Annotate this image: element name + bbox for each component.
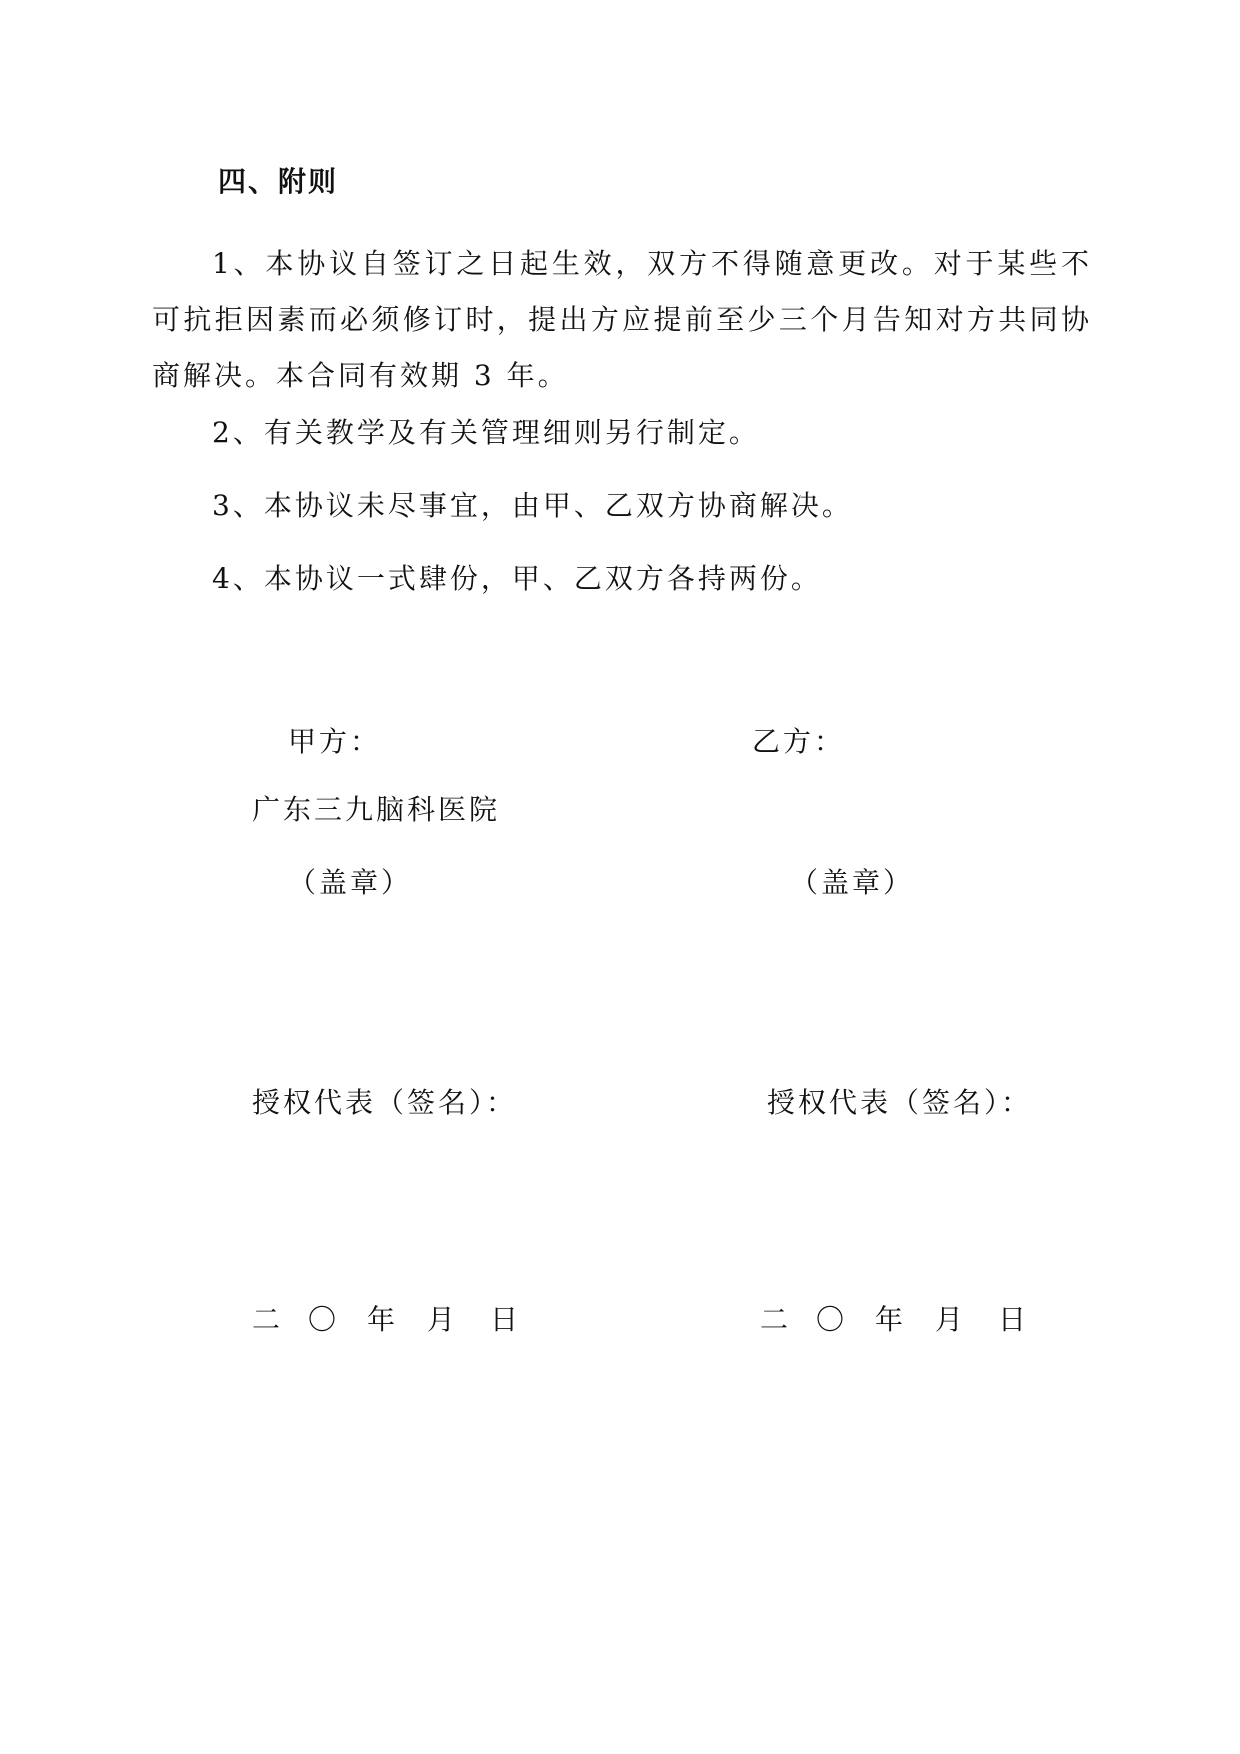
party-a-label: 甲方：: [288, 725, 382, 758]
party-a-representative: 授权代表（签名）：: [252, 1086, 518, 1119]
date-year: 年: [875, 1303, 904, 1336]
section-heading: 四、附则: [218, 165, 339, 198]
date-ling: 〇: [308, 1303, 337, 1336]
date-er: 二: [760, 1303, 789, 1336]
date-month: 月: [427, 1303, 456, 1336]
party-b-label: 乙方：: [752, 725, 846, 758]
party-b-representative: 授权代表（签名）：: [767, 1086, 1033, 1119]
date-ling: 〇: [816, 1303, 845, 1336]
clause-1: 1、本协议自签订之日起生效，双方不得随意更改。对于某些不可抗拒因素而必须修订时，提出方应提前至少三个月告知对方共同协商解决。本合同有效期 3 年。: [152, 247, 1092, 392]
party-a-seal: （盖章）: [288, 866, 413, 899]
date-year: 年: [367, 1303, 396, 1336]
party-a-name: 广东三九脑科医院: [252, 793, 501, 826]
date-day: 日: [998, 1303, 1027, 1336]
date-er: 二: [252, 1303, 281, 1336]
date-day: 日: [490, 1303, 519, 1336]
clause-3: 3、本协议未尽事宜，由甲、乙双方协商解决。: [212, 489, 853, 522]
date-month: 月: [935, 1303, 964, 1336]
clause-2: 2、有关教学及有关管理细则另行制定。: [212, 416, 760, 449]
clause-4: 4、本协议一式肆份，甲、乙双方各持两份。: [212, 562, 822, 595]
party-b-seal: （盖章）: [790, 866, 915, 899]
